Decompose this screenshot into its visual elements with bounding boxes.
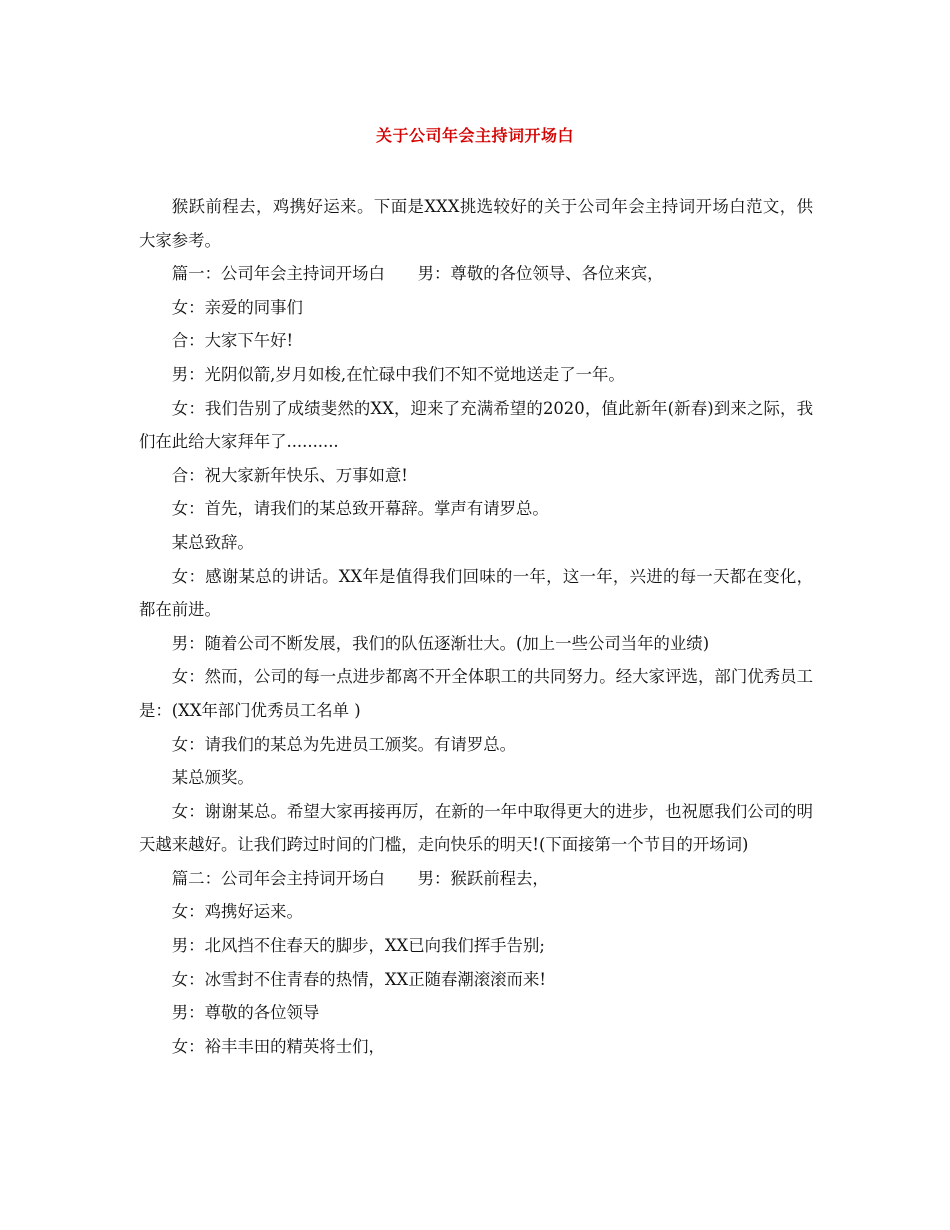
paragraph: 女：然而，公司的每一点进步都离不开全体职工的共同努力。经大家评选，部门优秀员工是：(XX年部门优秀员工名单 )	[139, 667, 813, 720]
paragraph: 女：感谢某总的讲话。XX年是值得我们回味的一年，这一年，兴进的每一天都在变化，都在前进。	[139, 566, 813, 620]
paragraph: 猴跃前程去，鸡携好运来。下面是XXX挑选较好的关于公司年会主持词开场白范文，供大家参考。	[139, 197, 813, 250]
paragraph: 女：亲爱的同事们	[171, 297, 303, 317]
paragraph: 女：首先，请我们的某总致开幕辞。掌声有请罗总。	[171, 499, 549, 519]
paragraph: 女：鸡携好运来。	[171, 902, 303, 922]
paragraph: 合：大家下午好!	[171, 331, 294, 351]
document-title: 关于公司年会主持词开场白	[375, 126, 574, 145]
paragraph: 男：北风挡不住春天的脚步，XX已向我们挥手告别;	[171, 936, 545, 956]
paragraph: 女：谢谢某总。希望大家再接再厉，在新的一年中取得更大的进步，也祝愿我们公司的明天越来越好。让我们跨过时间的门槛，走向快乐的明天!(下面接第一个节目的开场词)	[139, 801, 813, 855]
document-body	[139, 190, 813, 1063]
paragraph: 男：随着公司不断发展，我们的队伍逐渐壮大。(加上一些公司当年的业绩)	[171, 633, 710, 653]
paragraph: 某总颁奖。	[171, 768, 254, 788]
paragraph: 女：冰雪封不住青春的热情，XX正随春潮滚滚而来!	[171, 969, 546, 989]
paragraph: 女：请我们的某总为先进员工颁奖。有请罗总。	[171, 734, 516, 754]
paragraph: 某总致辞。	[171, 532, 254, 552]
paragraph: 女：我们告别了成绩斐然的XX，迎来了充满希望的2020，值此新年(新春)到来之际，我们在此给大家拜年了..........	[139, 398, 813, 452]
paragraph: 篇二：公司年会主持词开场白 男：猴跃前程去，	[171, 868, 549, 888]
paragraph: 男：光阴似箭,岁月如梭,在忙碌中我们不知不觉地送走了一年。	[171, 364, 625, 384]
paragraph: 合：祝大家新年快乐、万事如意!	[171, 465, 408, 485]
paragraph: 男：尊敬的各位领导	[171, 1003, 320, 1023]
paragraph: 篇一：公司年会主持词开场白 男：尊敬的各位领导、各位来宾，	[171, 264, 664, 284]
paragraph: 女：裕丰丰田的精英将士们，	[171, 1036, 385, 1056]
